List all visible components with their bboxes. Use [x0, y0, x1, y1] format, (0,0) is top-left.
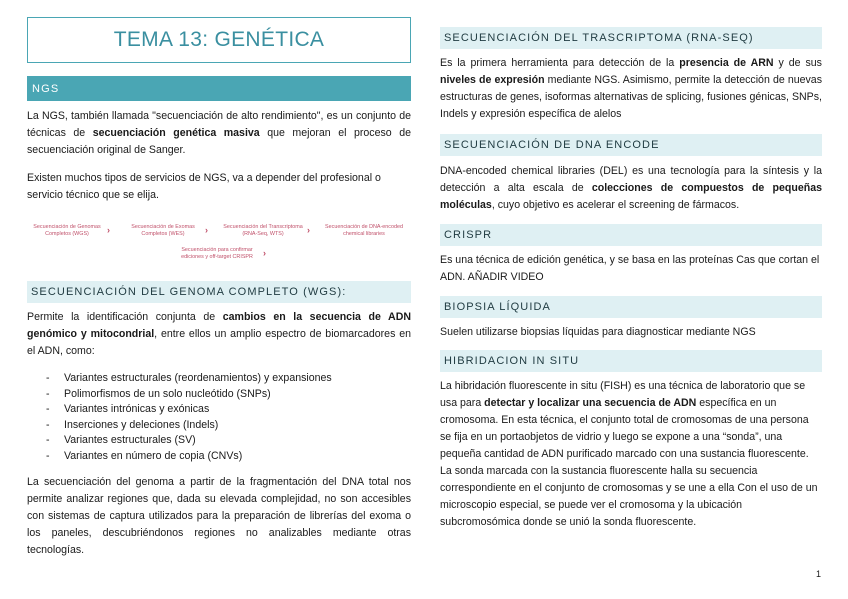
- page-number: 1: [815, 569, 821, 579]
- insitu-bold: detectar y localizar una secuencia de ADN: [484, 397, 697, 409]
- wgs-p1-text-a: Permite la identificación conjunta de: [27, 311, 223, 323]
- flow-item-del: Secuenciación de DNA-encoded chemical libraries: [325, 224, 403, 237]
- ngs-paragraph-1: [27, 108, 411, 159]
- ngs-p1-bold: secuenciación genética masiva: [92, 127, 260, 139]
- dnaencode-bold: colecciones de compuestos de pequeñas moléculas: [440, 182, 822, 211]
- ngs-paragraph-2: Existen muchos tipos de servicios de NGS, va a depender del profesional o servicio técnico que se elija.: [27, 172, 381, 201]
- section-heading-ngs-label: NGS: [32, 82, 60, 95]
- wgs-biomarker-list: [27, 371, 411, 465]
- insitu-text-a: La hibridación fluorescente in situ (FISH) es una técnica de laboratorio que se usa para: [440, 380, 806, 409]
- section-heading-crispr: [440, 224, 822, 246]
- rnaseq-bold-1: presencia de ARN: [679, 57, 774, 69]
- section-heading-crispr-label: CRISPR: [444, 229, 493, 241]
- list-item: - Inserciones y deleciones (Indels): [27, 418, 411, 434]
- rnaseq-text-c: y de sus: [773, 57, 822, 69]
- list-item: - Variantes estructurales (reordenamientos) y expansiones: [27, 371, 411, 387]
- wgs-paragraph-1: [27, 309, 411, 360]
- insitu-paragraph: [440, 378, 822, 531]
- wgs-paragraph-2: La secuenciación del genoma a partir de la fragmentación del DNA total nos permite analizar regiones que, dada su elevada complejidad, no son accesibles con sistemas de captura utilizados para la preparación de librerías del exoma o los paneles, descubriéndonos regiones no analizables mediante otras tecnologías.: [27, 476, 411, 556]
- section-heading-insitu-label: HIBRIDACION IN SITU: [444, 355, 580, 367]
- ngs-p1-text-c: que mejoran el proceso de secuenciación original de Sanger.: [27, 127, 411, 156]
- list-item: - Variantes intrónicas y exónicas: [27, 402, 411, 418]
- flow-arrow-3: ›: [307, 225, 310, 235]
- crispr-paragraph: Es una técnica de edición genética, y se basa en las proteínas Cas que cortan el ADN. AÑADIR VIDEO: [440, 254, 820, 283]
- flow-arrow-2: ›: [205, 225, 208, 235]
- section-heading-ngs: [27, 76, 411, 101]
- ngs-p1-text-a: La NGS, también llamada "secuenciación de alto rendimiento", es un conjunto de técnicas de: [27, 110, 411, 139]
- title-box: [27, 17, 411, 63]
- flow-item-crispr: Secuenciación para confirmar ediciones y off-target CRISPR: [181, 247, 253, 260]
- list-item: - Polimorfismos de un solo nucleótido (SNPs): [27, 387, 411, 403]
- rnaseq-text-e: mediante NGS. Asimismo, permite la detección de nuevas estructuras de genes, isoformas alternativas de splicing, fusiones génicas, SNPs, Indels y expresión específica de alelos: [440, 74, 822, 120]
- flow-arrow-4: ›: [263, 248, 266, 258]
- wgs-p1-bold: cambios en la secuencia de ADN genómico y mitocondrial: [27, 311, 411, 340]
- section-heading-rnaseq: [440, 27, 822, 49]
- dnaencode-paragraph: [440, 163, 822, 214]
- wgs-p1-text-c: , entre ellos un amplio espectro de biomarcadores en el ADN, como:: [27, 328, 411, 357]
- dnaencode-text-a: DNA-encoded chemical libraries (DEL) es una tecnología para la síntesis y la detección a alta escala de: [440, 165, 822, 194]
- section-heading-dnaencode-label: SECUENCIACIÓN DE DNA ENCODE: [444, 139, 660, 151]
- insitu-text-c: específica en un cromosoma. En esta técnica, el conjunto total de cromosomas de una persona se fija en un portaobjetos de vidrio y luego se expone a una “sonda”, una pequeña cantidad de ADN purificado marcado con una sustancia fluorescente. La sonda marcada con la sustancia fluorescente halla su secuencia correspondiente en el conjunto de cromosomas y se une a ella Con el uso de un microscopio especial, se puede ver el cromosoma y la ubicación subcromosómica donde se unió la sonda fluorescente.: [440, 397, 818, 528]
- section-heading-wgs: [27, 281, 411, 303]
- biopsia-paragraph: Suelen utilizarse biopsias líquidas para diagnosticar mediante NGS: [440, 326, 756, 338]
- section-heading-dnaencode: [440, 134, 822, 156]
- section-heading-wgs-label: SECUENCIACIÓN DEL GENOMA COMPLETO (WGS):: [31, 286, 347, 298]
- page-title: TEMA 13: GENÉTICA: [113, 28, 325, 51]
- rnaseq-text-a: Es la primera herramienta para detección de la: [440, 57, 680, 69]
- section-heading-biopsia: [440, 296, 822, 318]
- flow-arrow-1: ›: [107, 225, 110, 235]
- section-heading-rnaseq-label: SECUENCIACIÓN DEL TRASCRIPTOMA (RNA-SEQ): [444, 32, 754, 44]
- list-item: - Variantes estructurales (SV): [27, 433, 411, 449]
- ngs-services-flow: [27, 220, 411, 265]
- flow-item-wes: Secuenciación de Exomas Completos (WES): [131, 224, 195, 237]
- rnaseq-bold-2: niveles de expresión: [440, 74, 545, 86]
- flow-item-wgs: Secuenciación de Genomas Completos (WGS): [33, 224, 101, 237]
- section-heading-biopsia-label: BIOPSIA LÍQUIDA: [444, 301, 551, 313]
- list-item: - Variantes en número de copia (CNVs): [27, 449, 411, 465]
- flow-item-rnaseq: Secuenciación del Transcriptoma (RNA-Seq, WTS): [223, 224, 303, 237]
- section-heading-insitu: [440, 350, 822, 372]
- dnaencode-text-c: , cuyo objetivo es acelerar el screening de fármacos.: [491, 199, 740, 211]
- rnaseq-paragraph: [440, 55, 822, 123]
